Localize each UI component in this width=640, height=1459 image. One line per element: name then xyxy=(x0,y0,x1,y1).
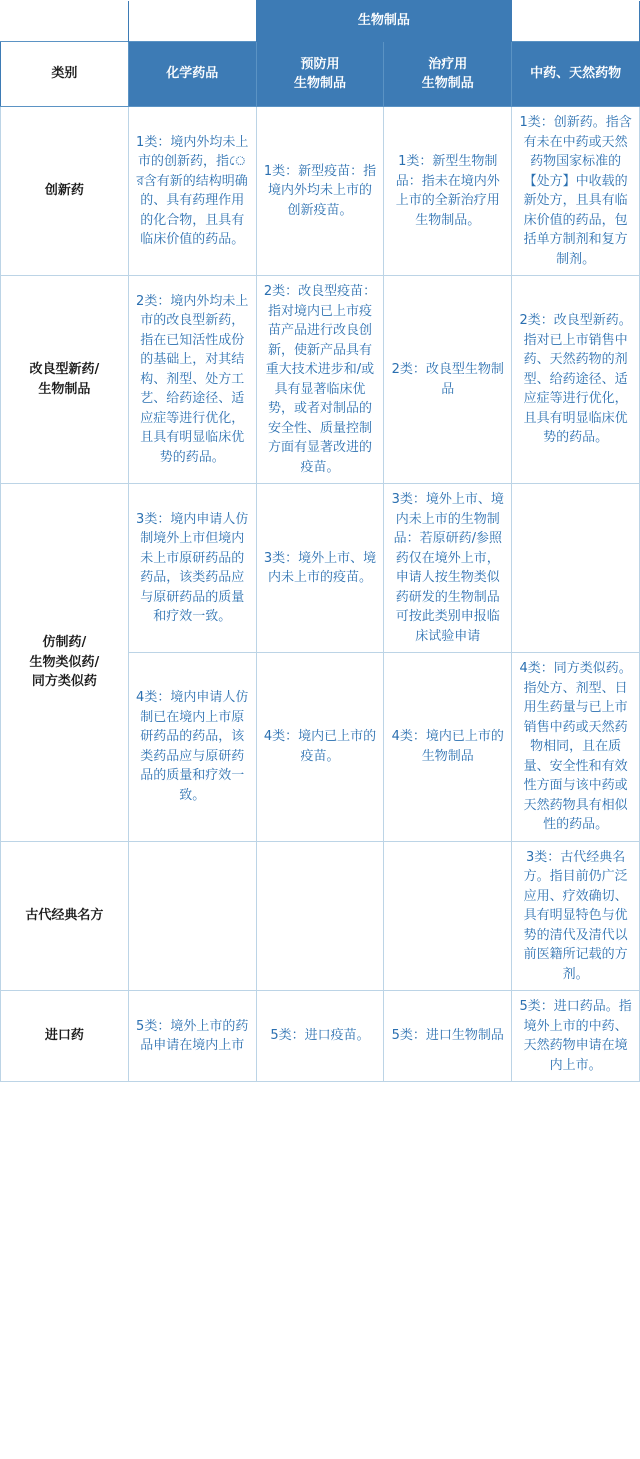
cell-imported-chemical: 5类：境外上市的药品申请在境内上市 xyxy=(128,991,256,1082)
cell-improved-preventive: 2类：改良型疫苗：指对境内已上市疫苗产品进行改良创新，使新产品具有重大技术进步和/或具有显著临床优势，或者对制品的安全性、质量控制方面有显著改进的疫苗。 xyxy=(256,276,384,484)
cell-generic3-therapeutic: 3类：境外上市、境内未上市的生物制品：若原研药/参照药仅在境外上市，申请人按生物类似药研发的生物制品可按此类别申报临床试验申请 xyxy=(384,484,512,653)
cell-classic-tcm: 3类：古代经典名方。指目前仍广泛应用、疗效确切、具有明显特色与优势的清代及清代以前医籍所记载的方剂。 xyxy=(512,841,640,991)
row-label-generic-line2: 生物类似药/ xyxy=(29,654,100,670)
cell-generic3-chemical: 3类：境内申请人仿制境外上市但境内未上市原研药品的药品，该类药品应与原研药品的质量和疗效一致。 xyxy=(128,484,256,653)
cell-innovative-tcm: 1类：创新药。指含有未在中药或天然药物国家标准的【处方】中收载的新处方，且具有临床价值的药品，包括单方制剂和复方制剂。 xyxy=(512,107,640,276)
cell-classic-therapeutic xyxy=(384,841,512,991)
row-label-generic-line3: 同方类似药 xyxy=(31,674,97,689)
table-row xyxy=(1,276,640,484)
cell-classic-chemical xyxy=(128,841,256,991)
col-header-therapeutic-biologics xyxy=(384,42,512,107)
row-label-generic-line1: 仿制药/ xyxy=(42,635,87,650)
row-label-improved-new-drug xyxy=(1,276,129,484)
col-header-category: 类别 xyxy=(1,42,129,107)
cell-innovative-chemical: 1类：境内外均未上市的创新药，指ের含有新的结构明确的、具有药理作用的化合物，且具有临床价值的药品。 xyxy=(128,107,256,276)
header-corner-blank-3 xyxy=(512,1,640,42)
cell-classic-preventive xyxy=(256,841,384,991)
row-label-innovative-drug: 创新药 xyxy=(1,107,129,276)
cell-imported-tcm: 5类：进口药品。指境外上市的中药、天然药物申请在境内上市。 xyxy=(512,991,640,1082)
col-header-preventive-biologics-line2: 生物制品 xyxy=(293,76,346,91)
row-label-imported-drug: 进口药 xyxy=(1,991,129,1082)
cell-generic4-therapeutic: 4类：境内已上市的生物制品 xyxy=(384,653,512,842)
table-header-top-row xyxy=(1,1,640,42)
row-label-classic-formula: 古代经典名方 xyxy=(1,841,129,991)
col-header-preventive-biologics-line1: 预防用 xyxy=(300,56,340,72)
table-header-row xyxy=(1,42,640,107)
cell-innovative-therapeutic: 1类：新型生物制品：指未在境内外上市的全新治疗用生物制品。 xyxy=(384,107,512,276)
col-header-therapeutic-biologics-line2: 生物制品 xyxy=(421,76,474,91)
table-row xyxy=(1,484,640,653)
row-label-improved-line1: 改良型新药/ xyxy=(29,362,100,377)
cell-imported-therapeutic: 5类：进口生物制品 xyxy=(384,991,512,1082)
cell-generic4-tcm: 4类：同方类似药。指处方、剂型、日用生药量与已上市销售中药或天然药物相同，且在质量、安全性和有效性方面与该中药或天然药物具有相似性的药品。 xyxy=(512,653,640,842)
table-row xyxy=(1,841,640,991)
col-header-therapeutic-biologics-line1: 治疗用 xyxy=(428,56,468,72)
cell-generic4-preventive: 4类：境内已上市的疫苗。 xyxy=(256,653,384,842)
cell-improved-therapeutic: 2类：改良型生物制品 xyxy=(384,276,512,484)
row-label-generic-biosimilar xyxy=(1,484,129,842)
cell-imported-preventive: 5类：进口疫苗。 xyxy=(256,991,384,1082)
cell-improved-tcm: 2类：改良型新药。指对已上市销售中药、天然药物的剂型、给药途径、适应症等进行优化，且具有明显临床优势的药品。 xyxy=(512,276,640,484)
cell-improved-chemical: 2类：境内外均未上市的改良型新药，指在已知活性成份的基础上，对其结构、剂型、处方工艺、给药途径、适应症等进行优化，且具有明显临床优势的药品。 xyxy=(128,276,256,484)
header-group-biological-products: 生物制品 xyxy=(256,1,512,42)
cell-generic4-chemical: 4类：境内申请人仿制已在境内上市原研药品的药品，该类药品应与原研药品的质量和疗效一致。 xyxy=(128,653,256,842)
cell-generic3-preventive: 3类：境外上市、境内未上市的疫苗。 xyxy=(256,484,384,653)
table-row xyxy=(1,991,640,1082)
cell-generic3-tcm xyxy=(512,484,640,653)
cell-innovative-preventive: 1类：新型疫苗：指境内外均未上市的创新疫苗。 xyxy=(256,107,384,276)
col-header-tcm-natural-drugs: 中药、天然药物 xyxy=(512,42,640,107)
row-label-improved-line2: 生物制品 xyxy=(38,381,91,397)
col-header-chemical-drugs: 化学药品 xyxy=(128,42,256,107)
header-corner-blank-2 xyxy=(128,1,256,42)
table-row xyxy=(1,107,640,276)
header-corner-blank xyxy=(1,1,129,42)
col-header-preventive-biologics xyxy=(256,42,384,107)
